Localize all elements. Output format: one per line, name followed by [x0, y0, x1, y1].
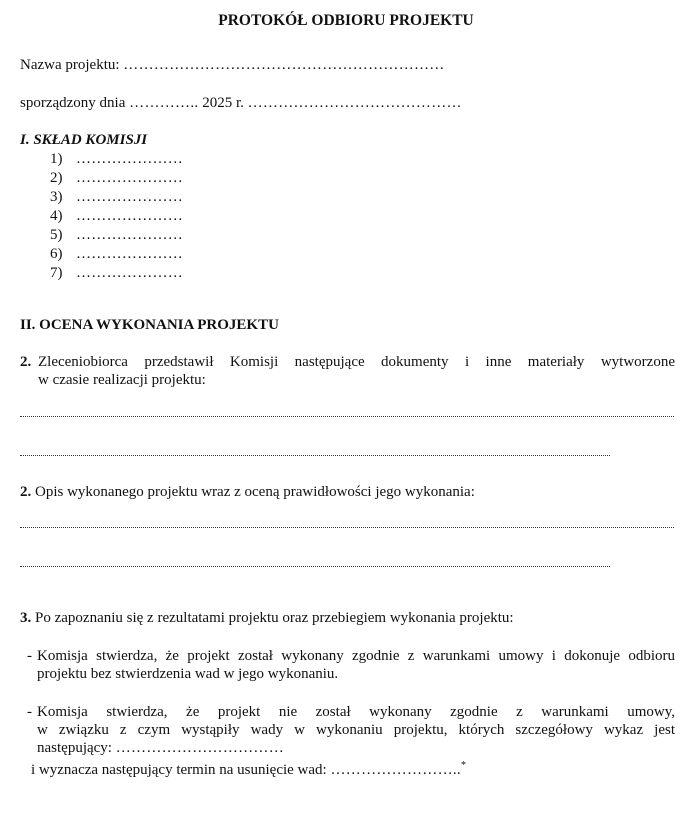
item-1-answer-field-1[interactable] — [20, 414, 674, 417]
section-1-heading: I. SKŁAD KOMISJI — [20, 132, 148, 148]
commission-member: 3) ………………… — [50, 189, 184, 205]
member-field[interactable]: ………………… — [76, 170, 184, 186]
member-field[interactable]: ………………… — [76, 151, 184, 167]
defects-list-label: następujący: — [37, 740, 112, 756]
item-1-text-line1: Zleceniobiorca przedstawił Komisji następujące dokumenty i inne materiały wytworzone — [38, 354, 675, 370]
date-day-field[interactable]: ………….. — [129, 95, 199, 111]
item-2-line — [20, 483, 475, 501]
commission-member: 1) ………………… — [50, 151, 184, 167]
member-field[interactable]: ………………… — [76, 208, 184, 224]
defects-list-field[interactable]: …………………………… — [115, 740, 285, 756]
option-b-dash: - — [27, 704, 32, 720]
option-b-text-line2: w związku z czym wystąpiły wady w wykonaniu projektu, których szczegółowy wykaz jest — [37, 722, 675, 738]
item-2-number: 2. — [20, 484, 32, 500]
option-b-text-line1: Komisja stwierdza, że projekt nie został wykonany zgodnie z warunkami umowy, — [37, 704, 675, 720]
project-name-field[interactable]: ……………………………………………………… — [123, 57, 445, 73]
project-name-line — [20, 56, 445, 74]
commission-member: 2) ………………… — [50, 170, 184, 186]
document-title: PROTOKÓŁ ODBIORU PROJEKTU — [218, 12, 474, 29]
item-1-answer-field-2[interactable] — [20, 453, 610, 456]
member-field[interactable]: ………………… — [76, 227, 184, 243]
item-3-text: Po zapoznaniu się z rezultatami projektu oraz przebiegiem wykonania projektu: — [35, 610, 514, 626]
date-line — [20, 94, 462, 112]
item-1-number: 2. — [20, 354, 32, 370]
deadline-field[interactable]: …………………….. — [330, 762, 461, 778]
date-year: 2025 r. — [202, 95, 244, 111]
option-b-line3 — [37, 739, 284, 757]
footnote-marker: * — [460, 760, 466, 771]
option-a-text-line1: Komisja stwierdza, że projekt został wykonany zgodnie z warunkami umowy i dokonuje odbioru — [37, 648, 675, 664]
deadline-label: i wyznacza następujący termin na usunięcie wad: — [31, 762, 327, 778]
date-label: sporządzony dnia — [20, 95, 126, 111]
option-b-line4 — [31, 757, 466, 779]
item-1-text-line2: w czasie realizacji projektu: — [38, 372, 206, 388]
date-place-field[interactable]: …………………………………… — [247, 95, 462, 111]
item-2-answer-field-1[interactable] — [20, 525, 674, 528]
commission-member: 6) ………………… — [50, 246, 184, 262]
commission-member: 4) ………………… — [50, 208, 184, 224]
commission-member: 5) ………………… — [50, 227, 184, 243]
item-3-number: 3. — [20, 610, 32, 626]
member-field[interactable]: ………………… — [76, 265, 184, 281]
commission-member: 7) ………………… — [50, 265, 184, 281]
member-field[interactable]: ………………… — [76, 246, 184, 262]
item-3-line — [20, 609, 514, 627]
project-name-label: Nazwa projektu: — [20, 57, 120, 73]
section-2-heading: II. OCENA WYKONANIA PROJEKTU — [20, 317, 279, 333]
item-2-answer-field-2[interactable] — [20, 564, 610, 567]
member-field[interactable]: ………………… — [76, 189, 184, 205]
option-a-text-line2: projektu bez stwierdzenia wad w jego wykonaniu. — [37, 666, 339, 682]
item-2-text: Opis wykonanego projektu wraz z oceną prawidłowości jego wykonania: — [35, 484, 475, 500]
option-a-dash: - — [27, 648, 32, 664]
